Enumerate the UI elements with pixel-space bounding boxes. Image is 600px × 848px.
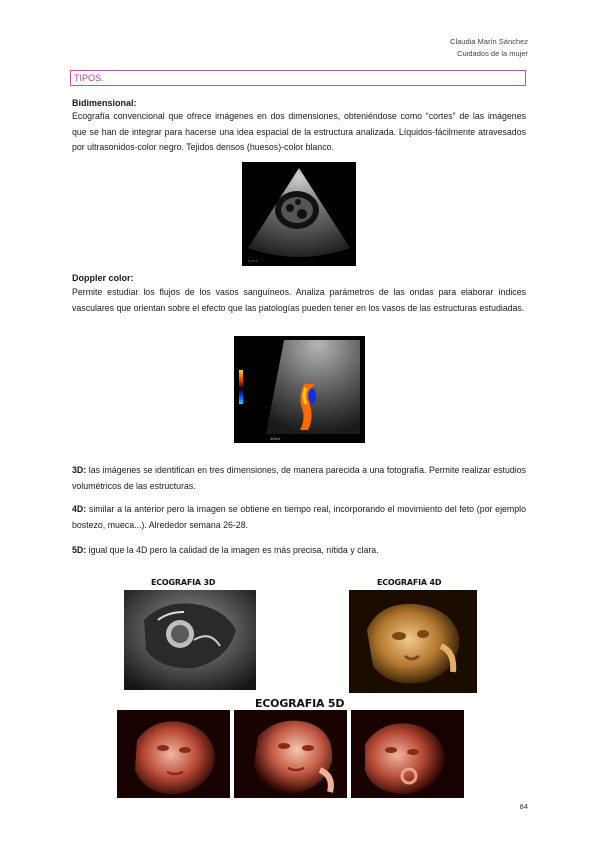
ultrasound-3d-image [124,590,256,690]
label-3d: 3D: [72,465,87,475]
ultrasound-5d-image-2 [234,710,347,798]
ultrasound-4d-image [349,590,477,693]
text-3d: las imágenes se identifican en tres dimensiones, de manera parecida a una fotografía. Permite realizar estudios volumétricos de las estructuras. [72,465,526,491]
doppler-text: Permite estudiar los flujos de los vasos sanguíneos. Analiza parámetros de las ondas para elaborar índices vasculares que orientan sobre el efecto que las patologías pueden tener en los vasos de las estructuras estudiadas. [72,287,526,313]
page-number: 84 [519,802,528,811]
caption-4d: ECOGRAFIA 4D [377,578,442,587]
header-course: Cuidados de la mujer [457,49,528,58]
section-title-box [70,70,526,86]
bidimensional-text: Ecografía convencional que ofrece imágenes en dos dimensiones, obteniéndose como “cortes” de las imágenes que se han de integrar para hacerse una idea espacial de la estructura analizada. Líquidos-fácilmente atravesados por ultrasonidos-color negro. Tejidos densos (huesos)-color blanco. [72,111,526,152]
ultrasound-5d-image-1 [117,710,230,798]
doppler-heading: Doppler color: [72,273,134,283]
header-author: Claudia Marín Sánchez [450,37,528,46]
paragraph-4d [72,502,526,533]
section-title: TIPOS. [74,73,104,83]
label-5d: 5D: [72,545,87,555]
caption-5d: ECOGRAFIA 5D [255,697,345,710]
text-5d: igual que la 4D pero la calidad de la imagen es más precisa, nítida y clara. [86,545,379,555]
ultrasound-2d-image [242,162,356,266]
doppler-color-image [234,336,365,443]
caption-3d: ECOGRAFIA 3D [151,578,216,587]
label-4d: 4D: [72,504,87,514]
text-4d: similar a la anterior pero la imagen se obtiene en tiempo real, incorporando el movimiento del feto (por ejemplo bostezo, mueca...). Alrededor semana 26-28. [72,504,526,530]
svg-text:4MHz: 4MHz [270,436,281,441]
paragraph-3d [72,463,526,494]
ultrasound-5d-image-3 [351,710,464,798]
paragraph-5d [72,543,526,559]
svg-text:• • • •: • • • • [248,258,257,263]
bidimensional-heading: Bidimensional: [72,98,137,108]
